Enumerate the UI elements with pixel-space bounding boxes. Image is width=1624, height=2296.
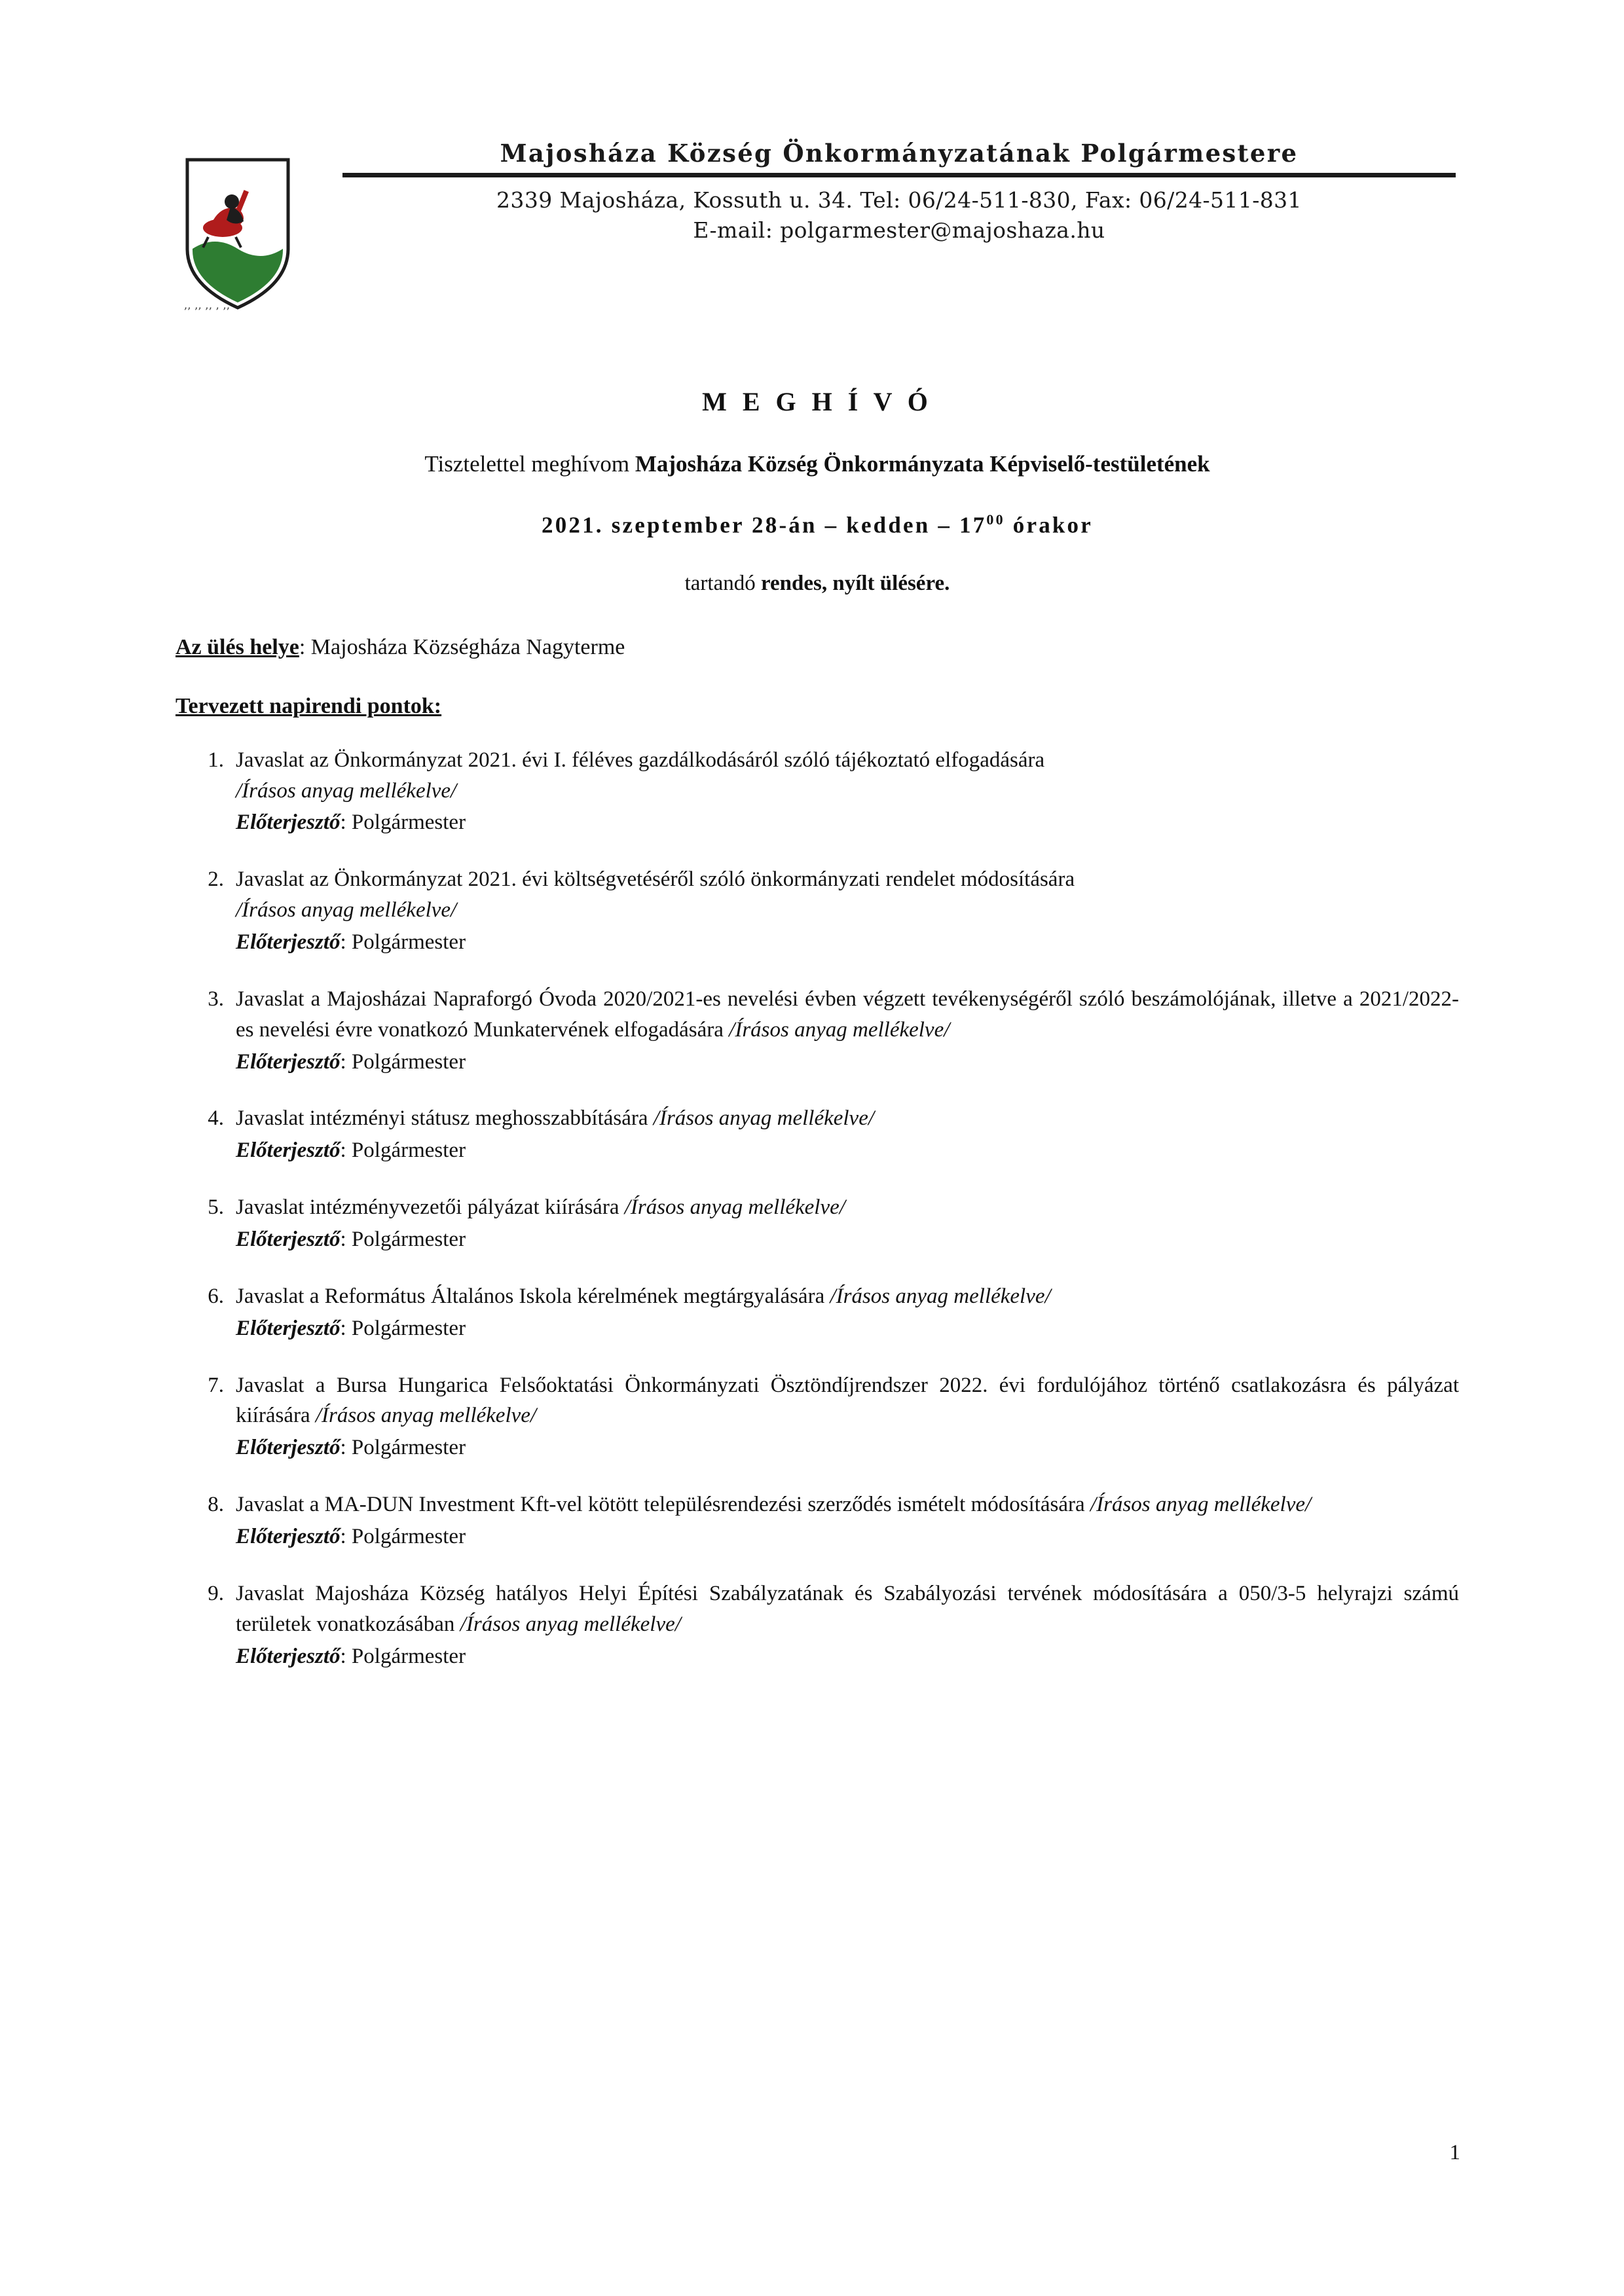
presenter-value: : Polgármester <box>340 930 466 954</box>
presenter-value: : Polgármester <box>340 1436 466 1460</box>
presenter-label: Előterjesztő <box>236 1049 341 1074</box>
invitation-date-main: 2021. szeptember 28-án – kedden – 17 <box>542 512 987 538</box>
agenda-item-text: Javaslat intézményi státusz meghosszabbítására <box>236 1106 654 1131</box>
meeting-place <box>175 635 1459 660</box>
presenter-label: Előterjesztő <box>236 1139 341 1163</box>
invitation-addressee-line <box>175 451 1459 477</box>
presenter-value: : Polgármester <box>340 1227 466 1251</box>
document-body <box>175 139 1459 1698</box>
agenda-item <box>175 745 1459 839</box>
agenda-item-number: 1. <box>208 748 224 772</box>
invitation-date-minutes: 00 <box>986 511 1005 528</box>
page-number: 1 <box>1449 2141 1460 2164</box>
agenda-item-attachment: /Írásos anyag mellékelve/ <box>236 898 457 922</box>
invitation-type-line <box>175 572 1459 596</box>
agenda-item <box>175 984 1459 1078</box>
agenda-title: Tervezett napirendi pontok: <box>175 693 442 718</box>
agenda-item <box>175 1370 1459 1464</box>
invitation-block <box>175 386 1459 596</box>
agenda-item-number: 8. <box>208 1493 224 1517</box>
agenda-item <box>175 864 1459 958</box>
agenda-item-attachment: /Írásos anyag mellékelve/ <box>729 1017 950 1042</box>
agenda-item-number: 7. <box>208 1373 224 1397</box>
agenda-item-number: 4. <box>208 1106 224 1131</box>
presenter-value: : Polgármester <box>340 1644 466 1668</box>
invitation-datetime <box>175 511 1459 539</box>
presenter-value: : Polgármester <box>340 1049 466 1074</box>
agenda-item-text: Javaslat az Önkormányzat 2021. évi költségvetéséről szóló önkormányzati rendelet módosítására <box>236 867 1075 892</box>
agenda-item <box>175 1489 1459 1552</box>
meeting-place-label: Az ülés helye <box>175 634 299 659</box>
agenda-item-number: 2. <box>208 867 224 892</box>
agenda-item-presenter <box>236 807 1459 838</box>
agenda-item-presenter <box>236 1522 1459 1552</box>
agenda-item-text: Javaslat a Bursa Hungarica Felsőoktatási Önkormányzati Ösztöndíjrendszer 2022. évi fordulójához történő csatlakozásra és pályázat kiírására <box>236 1373 1459 1428</box>
agenda-item-presenter <box>236 1313 1459 1344</box>
agenda-item-attachment: /Írásos anyag mellékelve/ <box>624 1195 845 1220</box>
meeting-place-value: : Majosháza Községháza Nagyterme <box>299 634 625 659</box>
office-email: E-mail: polgarmester@majoshaza.hu <box>693 217 1105 243</box>
agenda-item-presenter <box>236 1047 1459 1078</box>
presenter-value: : Polgármester <box>340 1139 466 1163</box>
agenda-item-text: Javaslat az Önkormányzat 2021. évi I. féléves gazdálkodásáról szóló tájékoztató elfogadására <box>236 748 1045 772</box>
agenda-list <box>175 745 1459 1672</box>
agenda-item <box>175 1281 1459 1344</box>
letterhead-divider <box>342 173 1456 177</box>
invitation-addressee-body: Majosháza Község Önkormányzata Képviselő-testületének <box>635 451 1210 477</box>
presenter-label: Előterjesztő <box>236 930 341 954</box>
presenter-label: Előterjesztő <box>236 1316 341 1340</box>
letterhead-text <box>339 139 1459 245</box>
agenda-item-presenter <box>236 1641 1459 1672</box>
agenda-item-attachment: /Írásos anyag mellékelve/ <box>460 1612 681 1636</box>
invitation-addressee-prefix: Tisztelettel meghívom <box>424 451 635 477</box>
presenter-label: Előterjesztő <box>236 811 341 835</box>
invitation-type-prefix: tartandó <box>684 571 761 595</box>
office-title: Majosháza Község Önkormányzatának Polgármestere <box>500 139 1299 168</box>
coat-of-arms-crest-icon <box>175 151 313 321</box>
presenter-label: Előterjesztő <box>236 1227 341 1251</box>
presenter-label: Előterjesztő <box>236 1524 341 1548</box>
agenda-item-text: Javaslat a Református Általános Iskola kérelmének megtárgyalására <box>236 1284 830 1308</box>
invitation-type-body: rendes, nyílt ülésére. <box>760 571 950 595</box>
svg-text:ʼʼ ʼʼ ʼʼ ʼ ʼʼ: ʼʼ ʼʼ ʼʼ ʼ ʼʼ <box>183 306 230 319</box>
invitation-heading: M E G H Í V Ó <box>702 387 932 416</box>
letterhead <box>175 139 1459 335</box>
agenda-item <box>175 1192 1459 1255</box>
presenter-value: : Polgármester <box>340 1524 466 1548</box>
presenter-value: : Polgármester <box>340 1316 466 1340</box>
agenda-item <box>175 1103 1459 1166</box>
agenda-item-text: Javaslat Majosháza Község hatályos Helyi Építési Szabályzatának és Szabályozási tervének módosítására a 050/3-5 helyrajzi számú területek vonatkozásában <box>236 1581 1459 1636</box>
presenter-label: Előterjesztő <box>236 1436 341 1460</box>
agenda-item-attachment: /Írásos anyag mellékelve/ <box>315 1404 537 1428</box>
agenda-item <box>175 1578 1459 1672</box>
agenda-item-number: 3. <box>208 987 224 1011</box>
agenda-item-attachment: /Írásos anyag mellékelve/ <box>653 1106 875 1131</box>
agenda-item-text: Javaslat a MA-DUN Investment Kft-vel kötött településrendezési szerződés ismételt módosítására <box>236 1493 1090 1517</box>
presenter-value: : Polgármester <box>340 811 466 835</box>
agenda-item-text: Javaslat a Majosházai Napraforgó Óvoda 2020/2021-es nevelési évben végzett tevékenységéről szóló beszámolójának, illetve a 2021/2022-es nevelési évre vonatkozó Munkatervének elfogadására <box>236 987 1459 1042</box>
agenda-item-number: 9. <box>208 1581 224 1605</box>
agenda-item-attachment: /Írásos anyag mellékelve/ <box>830 1284 1051 1308</box>
agenda-item-attachment: /Írásos anyag mellékelve/ <box>1090 1493 1312 1517</box>
agenda-item-presenter <box>236 1432 1459 1463</box>
agenda-item-presenter <box>236 927 1459 958</box>
agenda-item-number: 6. <box>208 1284 224 1308</box>
agenda-item-presenter <box>236 1135 1459 1166</box>
invitation-date-suffix: órakor <box>1005 512 1093 538</box>
agenda-item-presenter <box>236 1224 1459 1255</box>
agenda-item-text: Javaslat intézményvezetői pályázat kiírására <box>236 1195 625 1220</box>
office-address: 2339 Majosháza, Kossuth u. 34. Tel: 06/24-511-830, Fax: 06/24-511-831 <box>496 187 1302 213</box>
agenda-item-number: 5. <box>208 1195 224 1220</box>
presenter-label: Előterjesztő <box>236 1644 341 1668</box>
agenda-item-attachment: /Írásos anyag mellékelve/ <box>236 778 457 803</box>
